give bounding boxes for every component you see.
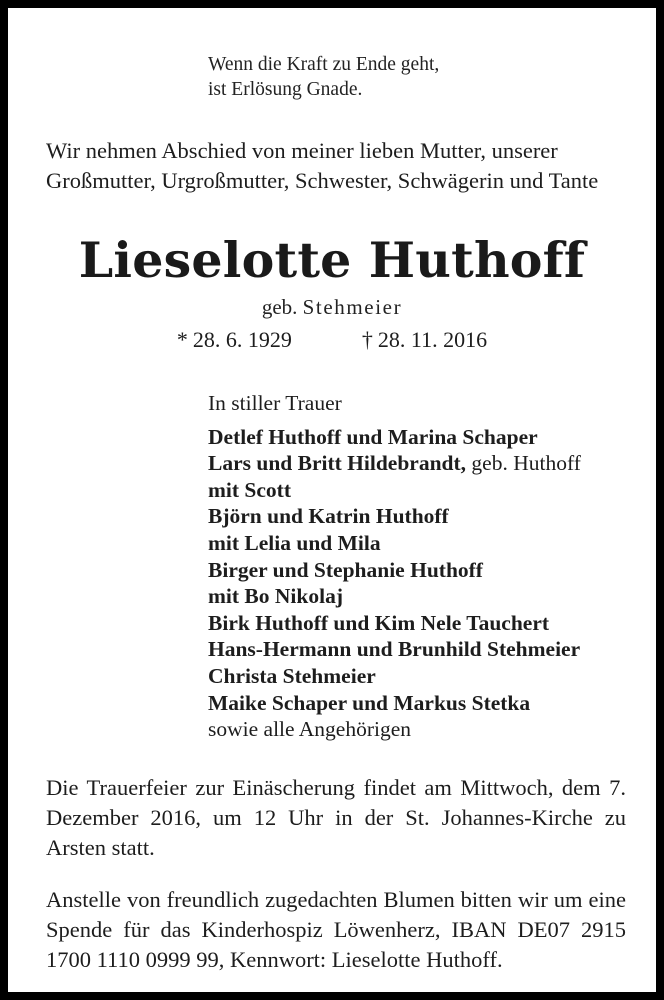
mourners-block — [208, 390, 626, 743]
birth-date-group — [177, 324, 292, 356]
verse-line-2: ist Erlösung Gnade. — [208, 79, 363, 100]
mourner-entry — [208, 636, 626, 663]
mourner-name: Hans-Hermann und Brunhild Stehmeier — [208, 637, 581, 662]
birth-date: 28. 6. 1929 — [192, 327, 292, 352]
mourner-name: Lars und Britt Hildebrandt, — [208, 451, 467, 476]
mourner-entry — [208, 716, 626, 743]
mourner-entry — [208, 583, 626, 610]
mourner-entry — [208, 503, 626, 530]
intro-paragraph: Wir nehmen Abschied von meiner lieben Mutter, unserer Großmutter, Urgroßmutter, Schwester, Schwägerin und Tante — [46, 138, 599, 193]
mourner-entry — [208, 663, 626, 690]
ceremony-paragraph: Die Trauerfeier zur Einäscherung findet am Mittwoch, dem 7. Dezember 2016, um 12 Uhr in der St. Johannes-Kirche zu Arsten statt. — [46, 774, 626, 860]
closing-block — [46, 773, 626, 975]
mourner-entry — [208, 424, 626, 451]
verse-block — [208, 52, 626, 102]
death-date: 28. 11. 2016 — [377, 327, 488, 352]
born-symbol-icon: * — [176, 327, 188, 352]
notice-content — [8, 8, 656, 992]
name-block — [38, 232, 626, 356]
death-date-group — [362, 324, 487, 356]
mourner-name: Björn und Katrin Huthoff — [208, 504, 449, 529]
mourner-entry — [208, 450, 626, 477]
mourner-entry — [208, 477, 626, 504]
verse-line-1: Wenn die Kraft zu Ende geht, — [208, 54, 440, 75]
mourner-name: Birk Huthoff und Kim Nele Tauchert — [208, 610, 550, 635]
life-dates — [38, 324, 626, 356]
deceased-name: Lieselotte Huthoff — [78, 231, 586, 289]
maiden-name: Stehmeier — [302, 295, 403, 319]
mourner-name: Detlef Huthoff und Marina Schaper — [208, 424, 538, 449]
mourners-lead: In stiller Trauer — [208, 391, 342, 415]
mourner-name: Christa Stehmeier — [208, 663, 376, 688]
maiden-label: geb. — [261, 295, 298, 319]
mourner-name: mit Bo Nikolaj — [208, 584, 343, 609]
mourner-name: Birger und Stephanie Huthoff — [208, 557, 483, 582]
mourner-entry — [208, 557, 626, 584]
maiden-name-line — [38, 292, 626, 322]
mourner-entry — [208, 610, 626, 637]
mourner-suffix: geb. Huthoff — [466, 451, 581, 476]
mourner-entry — [208, 690, 626, 717]
mourner-name: Maike Schaper und Markus Stetka — [208, 690, 531, 715]
mourner-entry — [208, 530, 626, 557]
mourner-name: mit Lelia und Mila — [208, 530, 381, 555]
cross-symbol-icon: † — [361, 327, 373, 352]
mourner-name: sowie alle Angehörigen — [208, 717, 412, 742]
donation-paragraph: Anstelle von freundlich zugedachten Blumen bitten wir um eine Spende für das Kinderhospiz Löwenherz, IBAN DE07 2915 1700 1110 0999 99, Kennwort: Lieselotte Huthoff. — [46, 886, 626, 972]
mourner-name: mit Scott — [208, 477, 291, 502]
